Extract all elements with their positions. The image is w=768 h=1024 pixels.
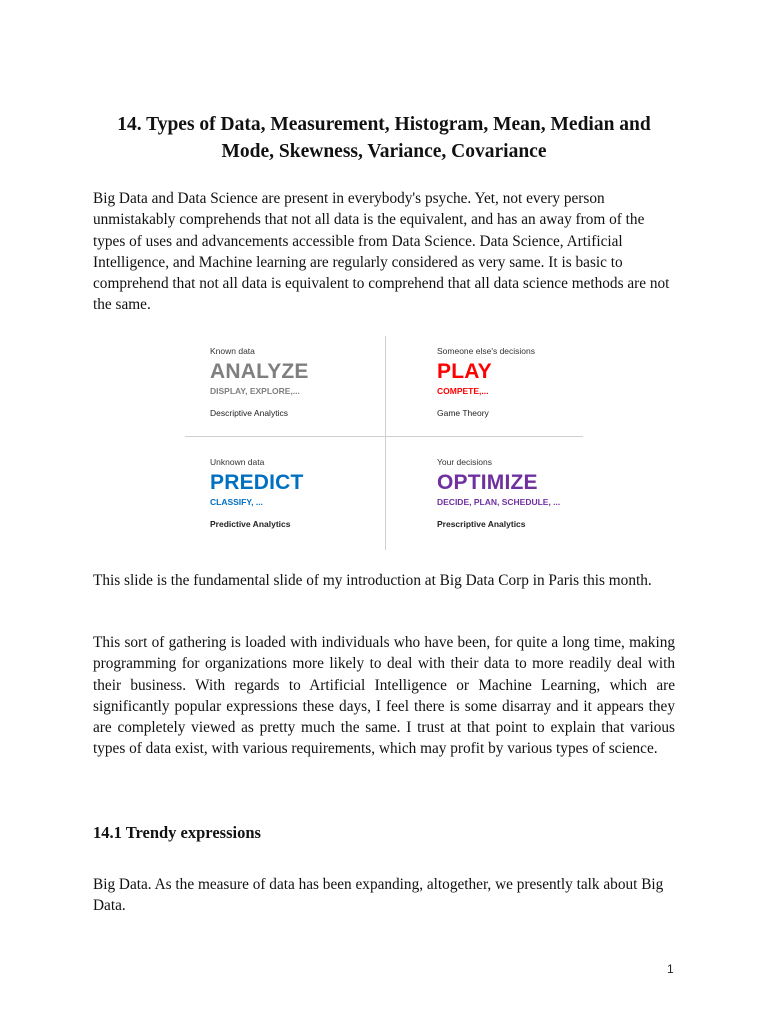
- section-heading: 14.1 Trendy expressions: [93, 823, 261, 842]
- quadrant-predict-caption: Unknown data: [210, 457, 265, 467]
- paragraph-slide-note: This slide is the fundamental slide of my introduction at Big Data Corp in Paris this month.: [93, 572, 652, 589]
- quadrant-predict: [210, 457, 304, 530]
- quadrant-play-footer: Game Theory: [437, 408, 489, 418]
- quadrant-optimize-subtitle: DECIDE, PLAN, SCHEDULE, ...: [437, 497, 561, 507]
- quadrant-analyze: [210, 346, 309, 419]
- quadrant-play-subtitle: COMPETE,...: [437, 386, 489, 396]
- quadrant-predict-subtitle: CLASSIFY, ...: [210, 497, 263, 507]
- quadrant-optimize: [437, 457, 560, 530]
- page-number: 1: [667, 962, 674, 976]
- quadrant-analyze-subtitle: DISPLAY, EXPLORE,...: [210, 386, 300, 396]
- chapter-title: 14. Types of Data, Measurement, Histogram, Mean, Median and Mode, Skewness, Variance, Covariance: [117, 114, 651, 162]
- quadrant-horizontal-divider: [185, 436, 583, 437]
- paragraph-big-data: Big Data. As the measure of data has been expanding, altogether, we presently talk about Big Data.: [93, 876, 664, 915]
- analytics-quadrant-figure: [185, 336, 583, 550]
- quadrant-optimize-footer: Prescriptive Analytics: [437, 519, 526, 529]
- quadrant-play-caption: Someone else's decisions: [437, 346, 536, 356]
- quadrant-play-title: PLAY: [437, 360, 492, 383]
- quadrant-analyze-title: ANALYZE: [210, 360, 309, 383]
- quadrant-predict-footer: Predictive Analytics: [210, 519, 291, 529]
- quadrant-vertical-divider: [385, 336, 386, 550]
- paragraph-intro: Big Data and Data Science are present in everybody's psyche. Yet, not every person unmistakably comprehends that not all data is the equivalent, and has an away from of the types of uses and advancements accessible from Data Science. Data Science, Artificial Intelligence, and Machine learning are regularly considered as very same. It is basic to comprehend that not all data is equivalent to comprehend that all data science methods are not the same.: [93, 190, 670, 314]
- quadrant-predict-title: PREDICT: [210, 471, 304, 494]
- quadrant-analyze-footer: Descriptive Analytics: [210, 408, 288, 418]
- quadrant-optimize-caption: Your decisions: [437, 457, 492, 467]
- paragraph-gathering: This sort of gathering is loaded with individuals who have been, for quite a long time, making programming for organizations more likely to deal with their data to more readily deal with their business. With regards to Artificial Intelligence or Machine Learning, which are significantly popular expressions these days, I feel there is some disarray and it appears they are completely viewed as pretty much the same. I trust at that point to explain that various types of data exist, with various requirements, which may profit by various types of science.: [93, 634, 675, 758]
- quadrant-analyze-caption: Known data: [210, 346, 255, 356]
- quadrant-play: [437, 346, 535, 419]
- quadrant-optimize-title: OPTIMIZE: [437, 471, 538, 494]
